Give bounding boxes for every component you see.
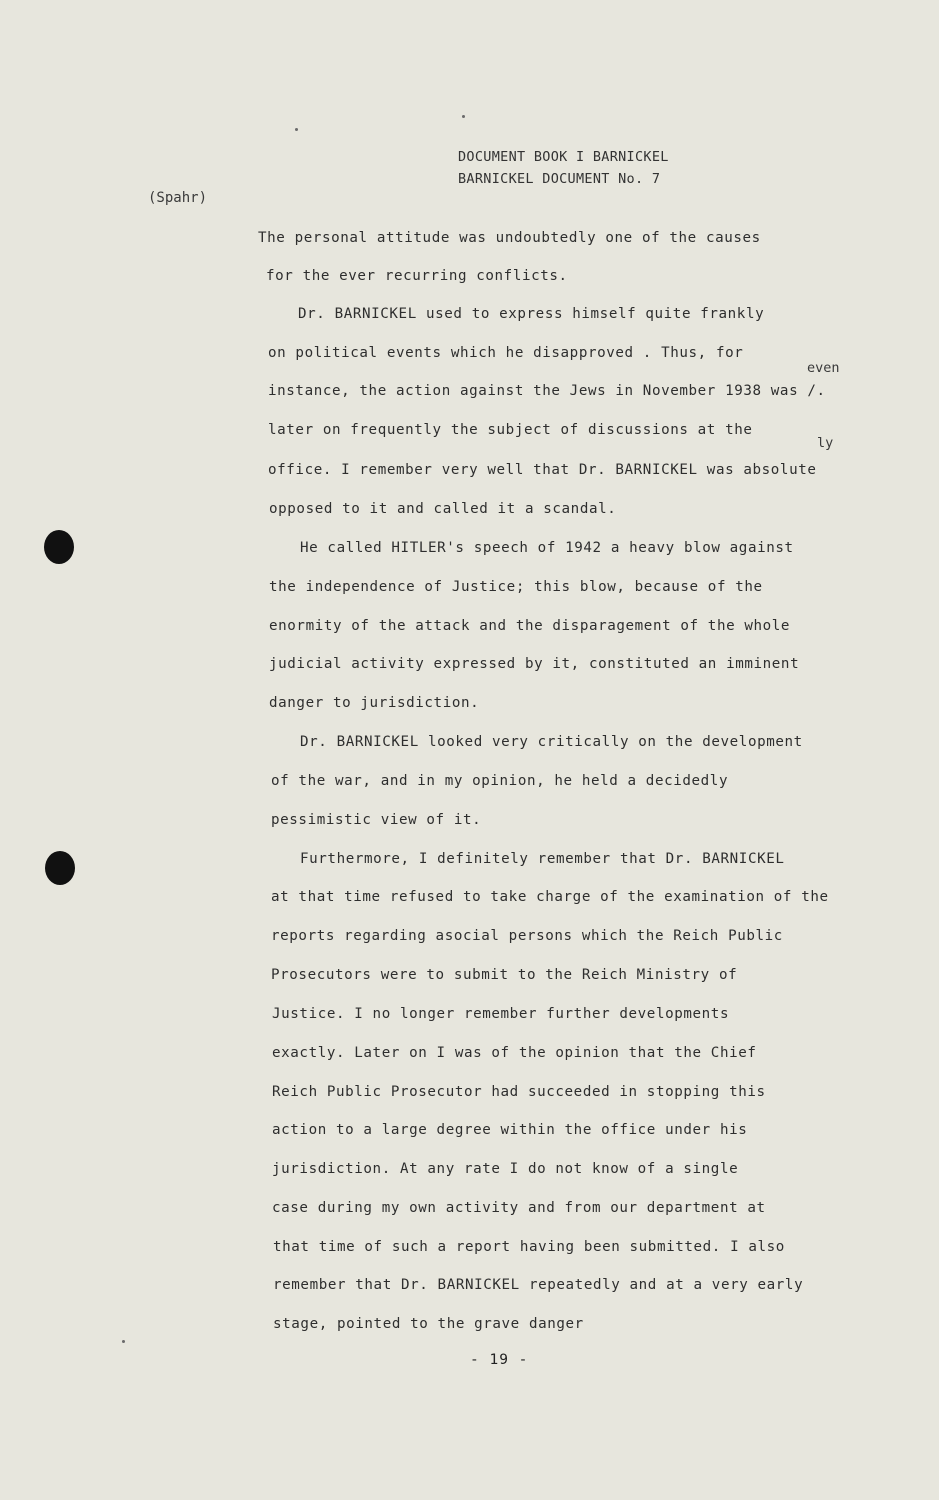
punch-hole [44,530,74,564]
text-line: instance, the action against the Jews in November 1938 was /. [268,383,826,399]
text-line: office. I remember very well that Dr. BARNICKEL was absolute [268,462,817,478]
inserted-word: even [807,360,840,376]
header-line-1: DOCUMENT BOOK I BARNICKEL [458,149,669,165]
text-line: for the ever recurring conflicts. [266,268,568,284]
text-line: exactly. Later on I was of the opinion that the Chief [272,1045,757,1061]
text-line: on political events which he disapproved . Thus, for [268,345,744,361]
text-line: later on frequently the subject of discussions at the [268,422,753,438]
text-line: the independence of Justice; this blow, because of the [269,579,763,595]
text-line: The personal attitude was undoubtedly one of the causes [258,230,761,246]
text-line: remember that Dr. BARNICKEL repeatedly and at a very early [273,1277,804,1293]
text-line: Furthermore, I definitely remember that Dr. BARNICKEL [300,851,785,867]
text-line: Reich Public Prosecutor had succeeded in stopping this [272,1084,766,1100]
text-line: Prosecutors were to submit to the Reich Ministry of [271,967,738,983]
text-line: Justice. I no longer remember further developments [272,1006,730,1022]
text-line: case during my own activity and from our department at [272,1200,766,1216]
text-line: action to a large degree within the office under his [272,1122,748,1138]
text-line: jurisdiction. At any rate I do not know of a single [272,1161,739,1177]
header-line-2: BARNICKEL DOCUMENT No. 7 [458,171,661,187]
text-line: pessimistic view of it. [271,812,482,828]
text-line: stage, pointed to the grave danger [273,1316,584,1332]
document-header [458,146,669,190]
inserted-suffix: ly [817,435,834,451]
text-line: opposed to it and called it a scandal. [269,501,617,517]
text-line: He called HITLER's speech of 1942 a heavy blow against [300,540,794,556]
paper-speck [462,115,465,118]
text-line: of the war, and in my opinion, he held a decidedly [271,773,729,789]
page-number: - 19 - [470,1352,529,1368]
speaker-label: (Spahr) [148,190,208,206]
text-line: Dr. BARNICKEL looked very critically on the development [300,734,803,750]
text-line: reports regarding asocial persons which the Reich Public [271,928,783,944]
text-line: that time of such a report having been submitted. I also [273,1239,785,1255]
paper-speck [122,1340,125,1343]
text-line: judicial activity expressed by it, constituted an imminent [269,656,800,672]
text-line: Dr. BARNICKEL used to express himself quite frankly [298,306,765,322]
text-line: enormity of the attack and the disparagement of the whole [269,618,791,634]
text-line: danger to jurisdiction. [269,695,480,711]
paper-speck [295,128,298,131]
text-line: at that time refused to take charge of the examination of the [271,889,829,905]
punch-hole [45,851,75,885]
